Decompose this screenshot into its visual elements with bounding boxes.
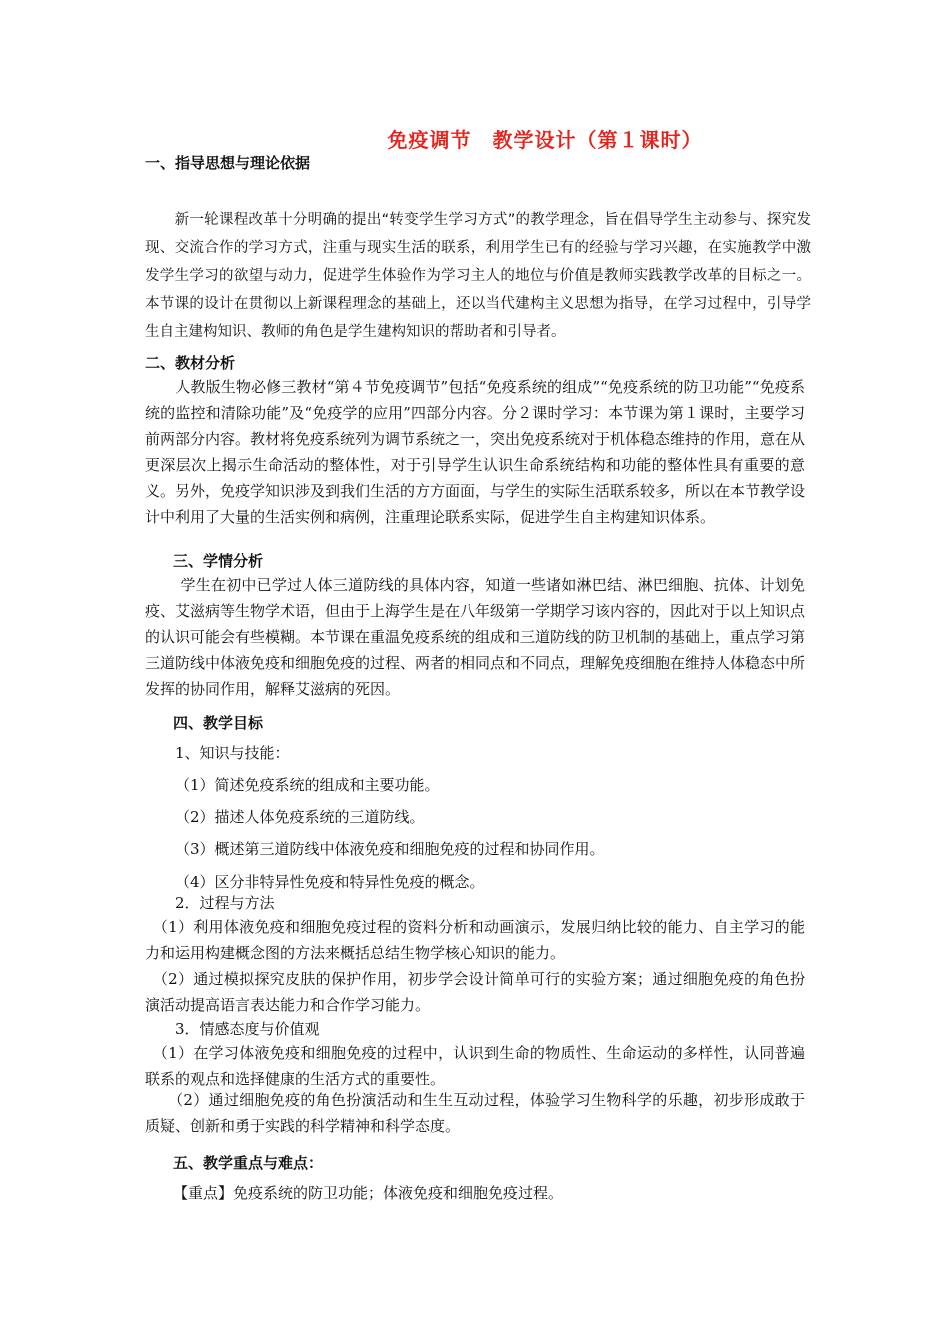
- attitude-item-2: （2）通过细胞免疫的角色扮演活动和生生互动过程，体验学习生物科学的乐趣，初步形成敢于质疑、创新和勇于实践的科学精神和科学态度。: [145, 1091, 805, 1135]
- attitude-title: 3．情感态度与价值观: [175, 1020, 320, 1038]
- attitude-item-1: （1）在学习体液免疫和细胞免疫的过程中，认识到生命的物质性、生命运动的多样性，认同普遍联系的观点和选择健康的生活方式的重要性。: [145, 1044, 805, 1088]
- knowledge-item-3: （3）概述第三道防线中体液免疫和细胞免疫的过程和协同作用。: [175, 840, 605, 858]
- section-1-heading: 一、指导思想与理论依据: [145, 154, 311, 172]
- section-2-heading: 二、教材分析: [145, 354, 236, 372]
- key-point: 【重点】免疫系统的防卫功能；体液免疫和细胞免疫过程。: [173, 1184, 564, 1202]
- section-2-paragraph: 人教版生物必修三教材“第４节免疫调节”包括“免疫系统的组成”“免疫系统的防卫功能”“免疫系统的监控和清除功能”及“免疫学的应用”四部分内容。分２课时学习：本节课为第１课时，主要学习前两部分内容。教材将免疫系统列为调节系统之一，突出免疫系统对于机体稳态维持的作用，意在从更深层次上揭示生命活动的整体性，对于引导学生认识生命系统结构和功能的整体性具有重要的意义。另外，免疫学知识涉及到我们生活的方方面面，与学生的实际生活联系较多，所以在本节教学设计中利用了大量的生活实例和病例，注重理论联系实际，促进学生自主构建知识体系。: [145, 378, 806, 526]
- knowledge-item-4: （4）区分非特异性免疫和特异性免疫的概念。: [175, 873, 485, 891]
- section-3-paragraph: 学生在初中已学过人体三道防线的具体内容，知道一些诸如淋巴结、淋巴细胞、抗体、计划免疫、艾滋病等生物学术语，但由于上海学生是在八年级第一学期学习该内容的，因此对于以上知识点的认识可能会有些模糊。本节课在重温免疫系统的组成和三道防线的防卫机制的基础上，重点学习第三道防线中体液免疫和细胞免疫的过程、两者的相同点和不同点，理解免疫细胞在维持人体稳态中所发挥的协同作用，解释艾滋病的死因。: [145, 576, 806, 698]
- process-item-2: （2）通过模拟探究皮肤的保护作用，初步学会设计简单可行的实验方案；通过细胞免疫的角色扮演活动提高语言表达能力和合作学习能力。: [145, 970, 805, 1014]
- knowledge-skills-title: 1、知识与技能：: [175, 744, 290, 762]
- page-title: 免疫调节 教学设计（第１课时）: [387, 128, 703, 152]
- process-item-1: （1）利用体液免疫和细胞免疫过程的资料分析和动画演示，发展归纳比较的能力、自主学习的能力和运用构建概念图的方法来概括总结生物学核心知识的能力。: [145, 918, 805, 962]
- section-3-heading: 三、学情分析: [173, 552, 264, 570]
- process-method-title: 2．过程与方法: [175, 894, 275, 912]
- knowledge-item-2: （2）描述人体免疫系统的三道防线。: [175, 808, 425, 826]
- section-4-heading: 四、教学目标: [173, 714, 264, 732]
- section-5-heading: 五、教学重点与难点：: [173, 1154, 324, 1172]
- section-1-paragraph: 新一轮课程改革十分明确的提出“转变学生学习方式”的教学理念，旨在倡导学生主动参与、探究发现、交流合作的学习方式，注重与现实生活的联系，利用学生已有的经验与学习兴趣，在实施教学中激发学生学习的欲望与动力，促进学生体验作为学习主人的地位与价值是教师实践教学改革的目标之一。本节课的设计在贯彻以上新课程理念的基础上，还以当代建构主义思想为指导，在学习过程中，引导学生自主建构知识、教师的角色是学生建构知识的帮助者和引导者。: [145, 212, 811, 340]
- knowledge-item-1: （1）简述免疫系统的组成和主要功能。: [175, 776, 440, 794]
